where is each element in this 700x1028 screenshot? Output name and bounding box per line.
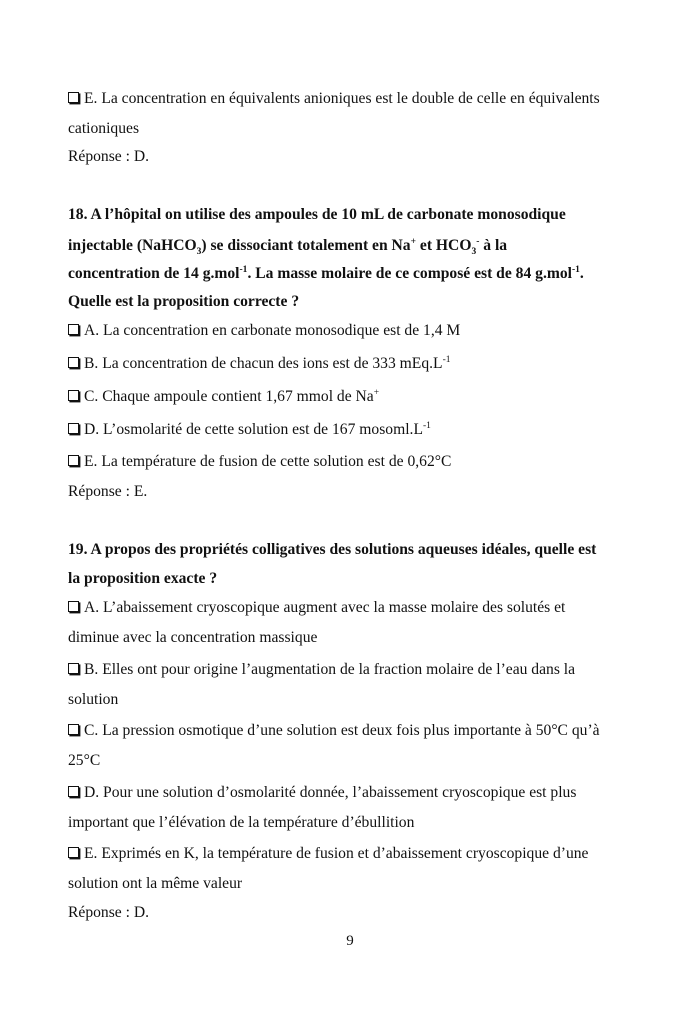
checkbox-icon[interactable]: [68, 724, 79, 735]
q18-title-line1: 18. A l’hôpital on utilise des ampoules de 10 mL de carbonate monosodique: [68, 206, 566, 223]
q18-option-a: A. La concentration en carbonate monosodique est de 1,4 M: [68, 321, 460, 341]
q18-option-c: C. Chaque ampoule contient 1,67 mmol de Na+: [68, 387, 379, 407]
q19-answer: Réponse : D.: [68, 904, 149, 921]
q18-title-line3: concentration de 14 g.mol$^{-1}$. La masse molaire de ce composé est de 84 g.mol$^{-1}$.: [68, 264, 584, 282]
q19-title-line2: la proposition exacte ?: [68, 570, 218, 587]
q18-title-line2: injectable (NaHCO$_3$) se dissociant totalement en Na+ et $HCO_3^-$ à la: [68, 236, 508, 258]
checkbox-icon[interactable]: [68, 423, 79, 434]
q18-answer: Réponse : E.: [68, 483, 148, 500]
q19-option-c: C. La pression osmotique d’une solution est deux fois plus importante à 50°C qu’à: [68, 721, 600, 741]
q19-option-c-cont: 25°C: [68, 752, 101, 769]
q18-option-d: D. L’osmolarité de cette solution est de 167 $mosoml.L^{-1}$: [68, 420, 431, 440]
q18-option-b: B. La concentration de chacun des ions est de 333 $mEq.L^{-1}$: [68, 354, 450, 374]
checkbox-icon[interactable]: [68, 390, 79, 401]
checkbox-icon[interactable]: [68, 455, 79, 466]
q19-title-line1: 19. A propos des propriétés colligatives des solutions aqueuses idéales, quelle est: [68, 541, 597, 558]
q19-option-d-cont: important que l’élévation de la température d’ébullition: [68, 814, 415, 831]
q19-option-a: A. L’abaissement cryoscopique augment avec la masse molaire des solutés et: [68, 598, 565, 618]
q18-option-e: E. La température de fusion de cette solution est de 0,62°C: [68, 452, 451, 472]
q19-option-b-cont: solution: [68, 691, 119, 708]
q19-option-d: D. Pour une solution d’osmolarité donnée, l’abaissement cryoscopique est plus: [68, 783, 576, 803]
checkbox-icon[interactable]: [68, 357, 79, 368]
checkbox-icon[interactable]: [68, 663, 79, 674]
option-e-prev: E. La concentration en équivalents anioniques est le double de celle en équivalents: [68, 89, 600, 109]
q19-option-e-cont: solution ont la même valeur: [68, 875, 243, 892]
q19-option-b: B. Elles ont pour origine l’augmentation de la fraction molaire de l’eau dans la: [68, 660, 575, 680]
checkbox-icon[interactable]: [68, 847, 79, 858]
q19-option-e: E. Exprimés en K, la température de fusion et d’abaissement cryoscopique d’une: [68, 844, 588, 864]
checkbox-icon[interactable]: [68, 324, 79, 335]
checkbox-icon[interactable]: [68, 92, 79, 103]
answer-prev: Réponse : D.: [68, 148, 149, 165]
page-number: 9: [346, 933, 354, 949]
q18-title-line4: Quelle est la proposition correcte ?: [68, 293, 300, 310]
q19-option-a-cont: diminue avec la concentration massique: [68, 629, 318, 646]
checkbox-icon[interactable]: [68, 786, 79, 797]
option-e-prev-cont: cationiques: [68, 120, 140, 137]
checkbox-icon[interactable]: [68, 601, 79, 612]
